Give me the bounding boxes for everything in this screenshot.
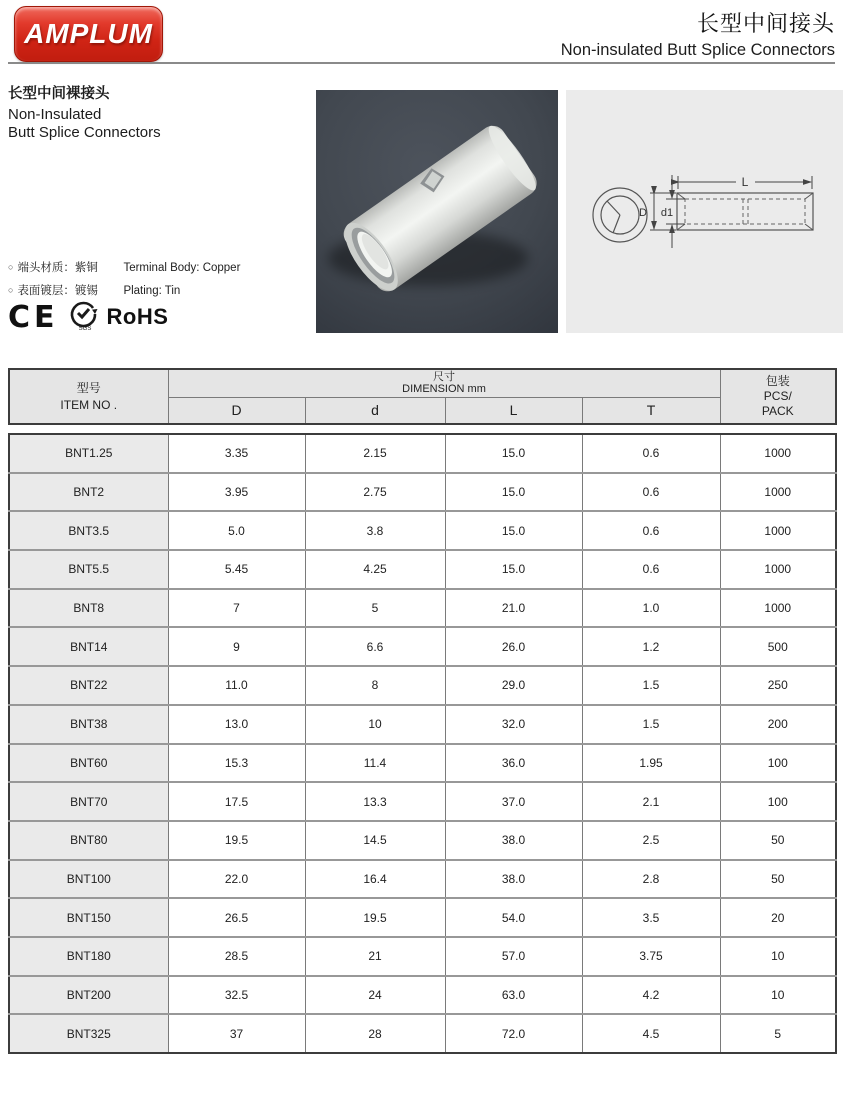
item-no-cell: BNT8 [9,589,168,628]
value-cell: 57.0 [445,937,582,976]
table-row [9,1014,836,1053]
value-cell: 37 [168,1014,305,1053]
value-cell: 13.0 [168,705,305,744]
item-no-cell: BNT200 [9,976,168,1015]
value-cell: 200 [720,705,836,744]
value-cell: 1.0 [582,589,720,628]
sgs-cert-icon [68,298,98,337]
value-cell: 50 [720,860,836,899]
table-row [9,782,836,821]
value-cell: 72.0 [445,1014,582,1053]
dim-label-d1: d1 [660,207,674,219]
item-no-cell: BNT70 [9,782,168,821]
value-cell: 20 [720,898,836,937]
value-cell: 26.5 [168,898,305,937]
value-cell: 1.5 [582,666,720,705]
table-row [9,589,836,628]
value-cell: 250 [720,666,836,705]
value-cell: 1.95 [582,744,720,783]
value-cell: 4.25 [305,550,445,589]
value-cell: 3.75 [582,937,720,976]
table-row [9,937,836,976]
table-row [9,744,836,783]
table-row [9,627,836,666]
column-header-T: T [582,397,720,424]
value-cell: 37.0 [445,782,582,821]
item-no-cell: BNT14 [9,627,168,666]
spec-line-plating [8,282,240,298]
value-cell: 14.5 [305,821,445,860]
value-cell: 0.6 [582,473,720,512]
value-cell: 0.6 [582,434,720,473]
value-cell: 15.0 [445,434,582,473]
value-cell: 3.8 [305,511,445,550]
value-cell: 63.0 [445,976,582,1015]
value-cell: 32.5 [168,976,305,1015]
brand-logo-text: AMPLUM [24,18,153,49]
rohs-mark: RoHS [106,304,169,329]
item-no-cell: BNT100 [9,860,168,899]
page-title-zh: 长型中间接头 [696,11,835,36]
value-cell: 9 [168,627,305,666]
spec-body-en: Terminal Body: Copper [123,262,241,274]
value-cell: 5.0 [168,511,305,550]
header-dim-en: DIMENSION mm [402,383,486,396]
header-item-en: ITEM NO . [60,397,118,412]
value-cell: 6.6 [305,627,445,666]
value-cell: 10 [305,705,445,744]
value-cell: 2.15 [305,434,445,473]
value-cell: 19.5 [305,898,445,937]
table-row [9,898,836,937]
value-cell: 2.1 [582,782,720,821]
value-cell: 32.0 [445,705,582,744]
spec-plating-zh: 表面镀层：镀锡 [17,285,98,297]
value-cell: 1000 [720,473,836,512]
value-cell: 24 [305,976,445,1015]
spec-table-header [8,368,837,425]
value-cell: 16.4 [305,860,445,899]
brand-logo [14,6,163,62]
value-cell: 3.35 [168,434,305,473]
dimension-diagram [566,90,843,333]
value-cell: 5 [305,589,445,628]
value-cell: 15.0 [445,473,582,512]
dim-label-L: L [741,175,749,189]
value-cell: 21 [305,937,445,976]
value-cell: 15.0 [445,511,582,550]
bullet-icon: ○ [8,285,14,295]
product-photo [316,90,558,333]
value-cell: 11.4 [305,744,445,783]
value-cell: 1000 [720,589,836,628]
value-cell: 26.0 [445,627,582,666]
value-cell: 15.3 [168,744,305,783]
value-cell: 54.0 [445,898,582,937]
column-group-dimension [168,369,720,397]
header-pack-zh: 包装 [765,374,790,388]
product-name-en-line2: Butt Splice Connectors [8,124,161,141]
value-cell: 1.2 [582,627,720,666]
header-pack-pcs: PCS/ [763,389,792,403]
value-cell: 36.0 [445,744,582,783]
value-cell: 2.8 [582,860,720,899]
certification-row [8,297,168,337]
value-cell: 500 [720,627,836,666]
spec-line-body [8,259,240,275]
table-row [9,976,836,1015]
value-cell: 10 [720,976,836,1015]
table-row [9,473,836,512]
page-title-en: Non-insulated Butt Splice Connectors [560,41,835,59]
product-name-en-line1: Non-Insulated [8,106,102,123]
value-cell: 1000 [720,550,836,589]
column-header-pack [720,369,836,424]
table-row [9,550,836,589]
value-cell: 11.0 [168,666,305,705]
item-no-cell: BNT180 [9,937,168,976]
value-cell: 17.5 [168,782,305,821]
table-row [9,434,836,473]
column-header-D: D [168,397,305,424]
item-no-cell: BNT325 [9,1014,168,1053]
value-cell: 3.5 [582,898,720,937]
table-row [9,511,836,550]
value-cell: 38.0 [445,860,582,899]
bullet-icon: ○ [8,262,14,272]
header-pack-pack: PACK [761,404,794,418]
value-cell: 2.5 [582,821,720,860]
value-cell: 15.0 [445,550,582,589]
value-cell: 7 [168,589,305,628]
header-item-zh: 型号 [76,380,101,395]
value-cell: 29.0 [445,666,582,705]
header-divider [8,62,835,64]
value-cell: 0.6 [582,550,720,589]
value-cell: 0.6 [582,511,720,550]
value-cell: 1000 [720,511,836,550]
value-cell: 100 [720,782,836,821]
value-cell: 5 [720,1014,836,1053]
header-dim-zh: 尺寸 [433,371,456,384]
table-row [9,705,836,744]
value-cell: 38.0 [445,821,582,860]
item-no-cell: BNT38 [9,705,168,744]
product-name-zh: 长型中间裸接头 [8,86,110,102]
item-no-cell: BNT3.5 [9,511,168,550]
value-cell: 1000 [720,434,836,473]
value-cell: 13.3 [305,782,445,821]
item-no-cell: BNT2 [9,473,168,512]
value-cell: 10 [720,937,836,976]
value-cell: 8 [305,666,445,705]
item-no-cell: BNT60 [9,744,168,783]
item-no-cell: BNT150 [9,898,168,937]
column-header-L: L [445,397,582,424]
spec-body-zh: 端头材质：紫铜 [17,262,98,274]
value-cell: 4.2 [582,976,720,1015]
product-name-block [8,85,161,142]
ce-mark-icon: CE [8,299,59,335]
item-no-cell: BNT80 [9,821,168,860]
value-cell: 28.5 [168,937,305,976]
table-row [9,821,836,860]
table-row [9,666,836,705]
value-cell: 21.0 [445,589,582,628]
value-cell: 19.5 [168,821,305,860]
column-header-d: d [305,397,445,424]
value-cell: 4.5 [582,1014,720,1053]
dim-label-D: D [639,207,647,219]
page-title-block [561,7,835,60]
item-no-cell: BNT5.5 [9,550,168,589]
value-cell: 2.75 [305,473,445,512]
value-cell: 28 [305,1014,445,1053]
spec-table-body [8,433,837,1054]
spec-plating-en: Plating: Tin [123,285,181,297]
svg-text:SGS: SGS [78,325,91,332]
item-no-cell: BNT22 [9,666,168,705]
table-row [9,860,836,899]
value-cell: 22.0 [168,860,305,899]
column-header-item-no [9,369,168,424]
value-cell: 100 [720,744,836,783]
value-cell: 1.5 [582,705,720,744]
item-no-cell: BNT1.25 [9,434,168,473]
value-cell: 50 [720,821,836,860]
value-cell: 5.45 [168,550,305,589]
value-cell: 3.95 [168,473,305,512]
